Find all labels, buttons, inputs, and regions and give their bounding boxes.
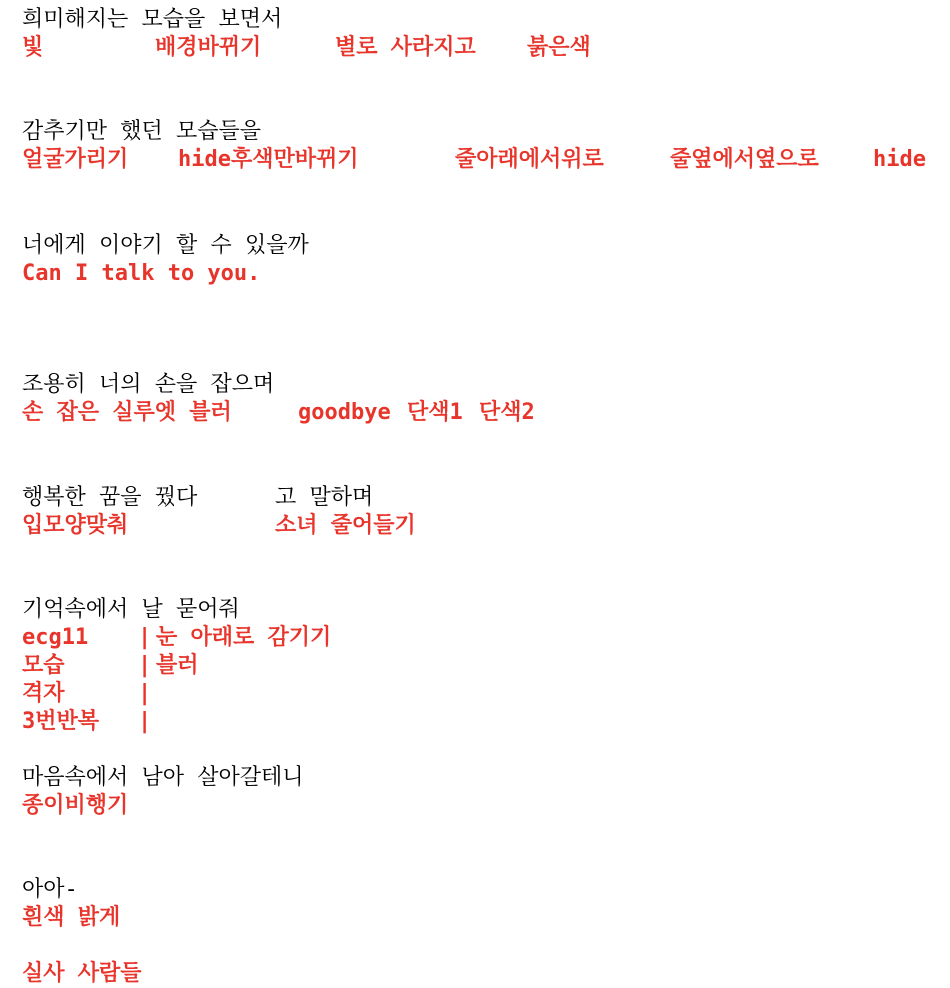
note-line-side-to-side: 줄옆에서옆으로 bbox=[670, 147, 819, 172]
note-bright-white: 흰색 밝게 bbox=[22, 905, 121, 930]
note-table-divider: | bbox=[138, 709, 152, 734]
note-table-key: ecg11 bbox=[22, 625, 89, 650]
lyric-line-3: 너에게 이야기 할 수 있을까 bbox=[22, 233, 309, 258]
lyric-line-5b: 고 말하며 bbox=[275, 485, 374, 510]
lyric-line-8: 아아- bbox=[22, 877, 78, 902]
note-change-background: 배경바뀌기 bbox=[155, 35, 262, 60]
note-table-value: 블러 bbox=[156, 653, 199, 678]
note-row-3 bbox=[0, 260, 950, 288]
note-table-value: 눈 아래로 감기기 bbox=[156, 625, 332, 650]
note-can-i-talk: Can I talk to you. bbox=[22, 261, 261, 286]
note-row-1 bbox=[0, 34, 950, 62]
note-table-divider: | bbox=[138, 681, 152, 706]
note-table-divider: | bbox=[138, 653, 152, 678]
note-table-row bbox=[0, 652, 950, 680]
note-lip-sync: 입모양맞춰 bbox=[22, 513, 129, 538]
note-row-7 bbox=[0, 792, 950, 820]
lyric-line-5: 행복한 꿈을 꿨다 bbox=[22, 485, 198, 510]
note-red-color: 붉은색 bbox=[527, 35, 591, 60]
note-table-row bbox=[0, 708, 950, 736]
note-hide: hide bbox=[873, 147, 926, 172]
lyric-line-4: 조용히 너의 손을 잡으며 bbox=[22, 372, 275, 397]
lyric-line-7: 마음속에서 남아 살아갈테니 bbox=[22, 765, 304, 790]
note-row-2 bbox=[0, 146, 950, 174]
note-table-key: 격자 bbox=[22, 681, 65, 706]
note-table-row bbox=[0, 680, 950, 708]
note-solid-color-1: 단색1 bbox=[407, 400, 463, 425]
note-row-4 bbox=[0, 399, 950, 427]
lyric-line-6: 기억속에서 날 묻어줘 bbox=[22, 597, 240, 622]
note-disappear-as-stars: 별로 사라지고 bbox=[335, 35, 476, 60]
lyric-line-2: 감추기만 했던 모습들을 bbox=[22, 119, 262, 144]
note-real-people: 실사 사람들 bbox=[22, 961, 142, 986]
note-hand-silhouette-blur: 손 잡은 실루엣 블러 bbox=[22, 400, 232, 425]
note-row-8 bbox=[0, 904, 950, 932]
note-table-row bbox=[0, 624, 950, 652]
note-row-5 bbox=[0, 512, 950, 540]
note-cover-face: 얼굴가리기 bbox=[22, 147, 129, 172]
lyric-line-1: 희미해지는 모습을 보면서 bbox=[22, 7, 283, 32]
note-hide-then-color: hide후색만바뀌기 bbox=[178, 147, 359, 172]
note-solid-color-2: 단색2 bbox=[479, 400, 535, 425]
note-goodbye: goodbye bbox=[298, 400, 391, 425]
note-line-bottom-to-top: 줄아래에서위로 bbox=[455, 147, 604, 172]
note-girl-shrinks: 소녀 줄어들기 bbox=[275, 513, 416, 538]
note-table-key: 모습 bbox=[22, 653, 65, 678]
note-table-divider: | bbox=[138, 625, 152, 650]
note-paper-airplane: 종이비행기 bbox=[22, 793, 129, 818]
note-light: 빛 bbox=[22, 35, 44, 60]
lyric-row-5 bbox=[0, 484, 950, 512]
note-table-key: 3번반복 bbox=[22, 709, 100, 734]
note-row-9 bbox=[0, 960, 950, 988]
